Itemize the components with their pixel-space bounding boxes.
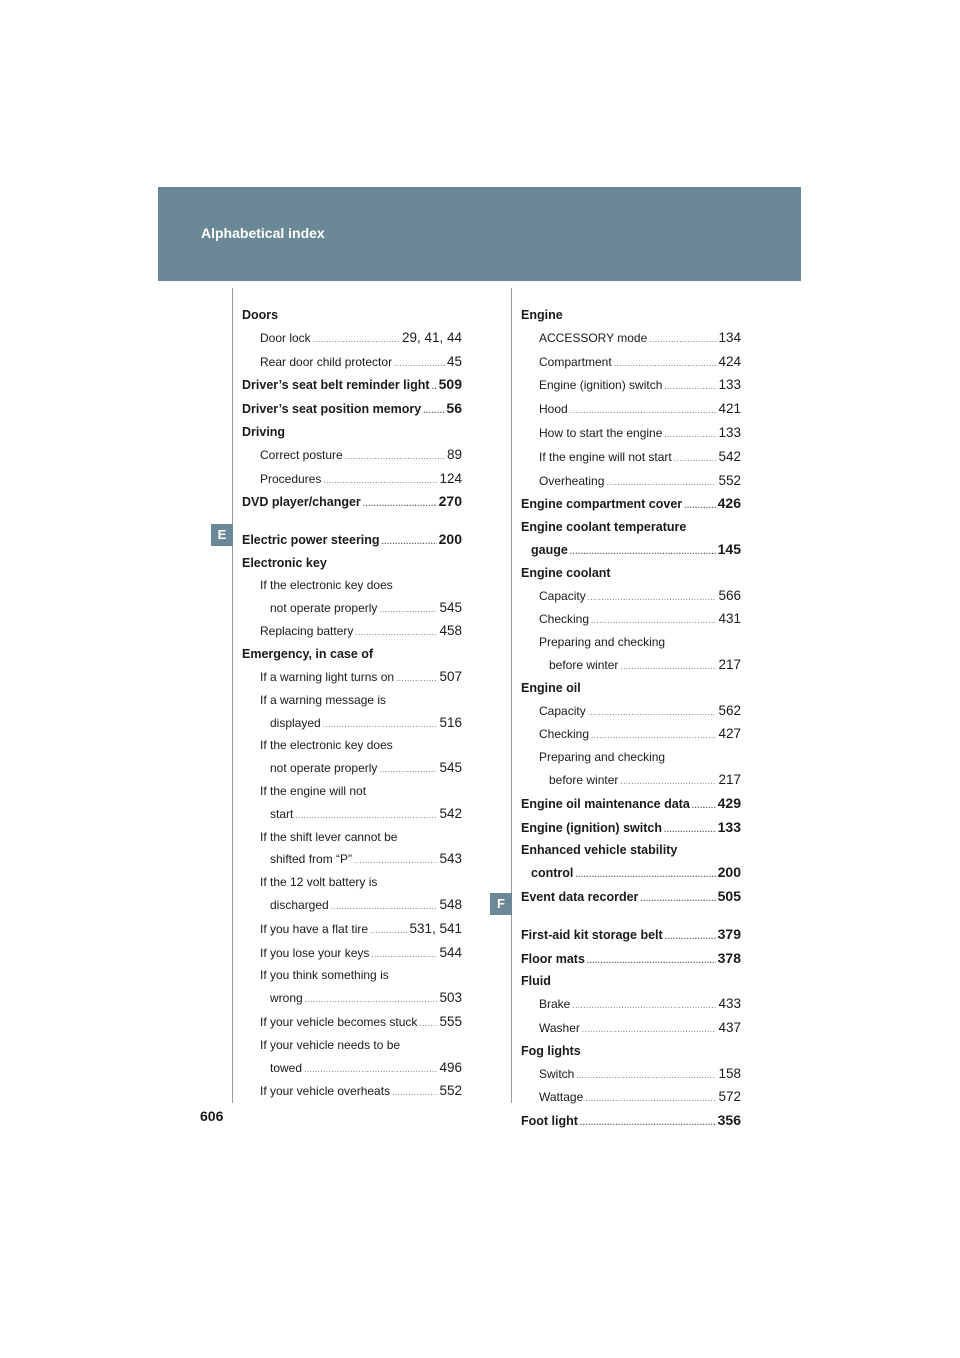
entry-label: not operate properly xyxy=(270,600,378,615)
entry-page-ref[interactable]: 133 xyxy=(718,424,741,440)
index-entry[interactable] xyxy=(242,894,462,918)
entry-page-ref[interactable]: 566 xyxy=(718,587,741,603)
entry-label: If the electronic key does xyxy=(260,577,393,592)
leader-dots xyxy=(396,668,437,690)
entry-label: Hood xyxy=(539,402,568,417)
column-divider-left xyxy=(232,288,233,1103)
entry-page-ref[interactable]: 431 xyxy=(718,611,741,627)
index-entry[interactable] xyxy=(242,327,462,351)
index-column-left xyxy=(242,305,462,1104)
entry-page-ref[interactable]: 56 xyxy=(446,400,462,417)
entry-page-ref[interactable]: 124 xyxy=(439,470,462,486)
entry-label: Correct posture xyxy=(260,447,343,462)
leader-dots xyxy=(305,989,438,1011)
index-entry[interactable] xyxy=(521,948,741,972)
entry-label: shifted from “P” xyxy=(270,852,353,867)
index-entry[interactable] xyxy=(242,666,462,690)
index-entry[interactable] xyxy=(242,803,462,827)
index-entry xyxy=(242,690,462,712)
entry-label: Checking xyxy=(539,727,590,742)
leader-dots xyxy=(585,1088,716,1110)
leader-dots xyxy=(371,944,437,966)
leader-dots xyxy=(370,920,407,942)
entry-label: Electric power steering xyxy=(242,533,380,548)
entry-label: If a warning light turns on xyxy=(260,669,395,684)
index-entry[interactable] xyxy=(521,654,741,678)
entry-label: If your vehicle becomes stuck xyxy=(260,1014,418,1029)
index-entry[interactable] xyxy=(521,398,741,422)
index-entry[interactable] xyxy=(521,493,741,517)
index-entry xyxy=(521,305,741,327)
entry-page-ref[interactable]: 270 xyxy=(438,493,462,510)
index-entry xyxy=(521,840,741,862)
entry-page-ref[interactable]: 572 xyxy=(718,1089,741,1105)
entry-page-ref[interactable]: 505 xyxy=(717,887,741,904)
entry-label: DVD player/changer xyxy=(242,495,361,510)
entry-page-ref[interactable]: 145 xyxy=(717,540,741,557)
entry-label: Engine compartment cover xyxy=(521,497,683,512)
leader-dots xyxy=(363,493,437,515)
entry-label: If you think something is xyxy=(260,968,389,983)
leader-dots xyxy=(355,622,437,644)
entry-label: Engine oil xyxy=(521,680,581,695)
entry-label: Compartment xyxy=(539,354,612,369)
index-entry[interactable] xyxy=(242,529,462,553)
index-entry[interactable] xyxy=(521,1063,741,1087)
entry-label: Event data recorder xyxy=(521,889,639,904)
index-entry[interactable] xyxy=(521,446,741,470)
entry-label: Switch xyxy=(539,1066,575,1081)
entry-page-ref[interactable]: 421 xyxy=(718,401,741,417)
entry-label: Door lock xyxy=(260,330,311,345)
entry-page-ref[interactable]: 45 xyxy=(446,353,462,369)
entry-label: If your vehicle overheats xyxy=(260,1084,391,1099)
entry-page-ref[interactable]: 545 xyxy=(439,599,462,615)
index-entry[interactable] xyxy=(521,585,741,609)
index-entry xyxy=(242,305,462,327)
entry-page-ref[interactable]: 544 xyxy=(439,944,462,960)
index-entry xyxy=(521,632,741,654)
index-entry[interactable] xyxy=(242,918,462,942)
index-entry xyxy=(521,747,741,769)
leader-dots xyxy=(394,353,445,375)
leader-dots xyxy=(379,599,437,621)
index-entry[interactable] xyxy=(521,1110,741,1134)
entry-page-ref[interactable]: 133 xyxy=(717,818,741,835)
leader-dots xyxy=(620,656,716,678)
leader-dots xyxy=(614,353,717,375)
entry-label: Fog lights xyxy=(521,1043,581,1058)
column-divider-right xyxy=(511,288,512,1103)
leader-dots xyxy=(570,541,716,563)
index-entry xyxy=(242,827,462,849)
entry-label: ACCESSORY mode xyxy=(539,330,648,345)
entry-page-ref[interactable]: 217 xyxy=(718,656,741,672)
leader-dots xyxy=(432,376,437,398)
entry-page-ref[interactable]: 496 xyxy=(439,1059,462,1075)
entry-page-ref[interactable]: 378 xyxy=(717,949,741,966)
leader-dots xyxy=(419,1013,437,1035)
index-entry[interactable] xyxy=(521,1086,741,1110)
section-gap xyxy=(521,910,741,924)
leader-dots xyxy=(304,1059,437,1081)
leader-dots xyxy=(674,448,717,470)
leader-dots xyxy=(323,470,437,492)
entry-label: not operate properly xyxy=(270,761,378,776)
entry-label: Washer xyxy=(539,1020,580,1035)
index-entry xyxy=(242,422,462,444)
leader-dots xyxy=(620,771,716,793)
entry-label: wrong xyxy=(270,991,303,1006)
entry-page-ref[interactable]: 503 xyxy=(439,990,462,1006)
index-entry xyxy=(242,553,462,575)
leader-dots xyxy=(582,1019,717,1041)
entry-label: Doors xyxy=(242,308,279,322)
entry-page-ref[interactable]: 424 xyxy=(718,353,741,369)
index-entry[interactable] xyxy=(242,468,462,492)
entry-label: control xyxy=(531,866,574,881)
index-entry xyxy=(242,872,462,894)
entry-label: If a warning message is xyxy=(260,692,387,707)
entry-label: displayed xyxy=(270,715,321,730)
index-entry xyxy=(521,971,741,993)
entry-label: towed xyxy=(270,1060,303,1075)
index-entry[interactable] xyxy=(242,712,462,736)
index-entry[interactable] xyxy=(521,817,741,841)
entry-label: First-aid kit storage belt xyxy=(521,927,663,942)
entry-page-ref[interactable]: 200 xyxy=(717,864,741,881)
leader-dots xyxy=(591,725,716,747)
entry-page-ref[interactable]: 433 xyxy=(718,996,741,1012)
entry-page-ref[interactable]: 458 xyxy=(439,623,462,639)
entry-page-ref[interactable]: 89 xyxy=(446,446,462,462)
page-number: 606 xyxy=(200,1108,224,1124)
leader-dots xyxy=(588,587,717,609)
leader-dots xyxy=(295,805,437,827)
leader-dots xyxy=(649,329,716,351)
entry-page-ref[interactable]: 429 xyxy=(717,794,741,811)
entry-label: If the engine will not start xyxy=(539,449,672,464)
entry-page-ref[interactable]: 548 xyxy=(439,896,462,912)
leader-dots xyxy=(587,950,716,972)
index-entry[interactable] xyxy=(521,374,741,398)
entry-page-ref[interactable]: 134 xyxy=(718,329,741,345)
entry-page-ref[interactable]: 217 xyxy=(718,771,741,787)
entry-label: Engine coolant xyxy=(521,565,611,580)
entry-label: Driver’s seat belt reminder light xyxy=(242,378,430,393)
entry-page-ref[interactable]: 29, 41, 44 xyxy=(401,329,462,345)
entry-label: Engine oil maintenance data xyxy=(521,796,690,811)
entry-page-ref[interactable]: 200 xyxy=(438,531,462,548)
index-entry xyxy=(242,644,462,666)
leader-dots xyxy=(588,702,717,724)
index-entry[interactable] xyxy=(242,1080,462,1104)
section-tab-f[interactable]: F xyxy=(490,893,512,915)
index-entry[interactable] xyxy=(521,723,741,747)
index-entry[interactable] xyxy=(521,608,741,632)
index-entry[interactable] xyxy=(242,757,462,781)
index-entry xyxy=(521,678,741,700)
entry-label: Engine coolant temperature xyxy=(521,520,687,535)
entry-page-ref[interactable]: 531, 541 xyxy=(409,920,462,936)
leader-dots xyxy=(684,495,715,517)
index-column-right xyxy=(521,305,741,1134)
index-entry[interactable] xyxy=(242,987,462,1011)
entry-label: Engine (ignition) switch xyxy=(539,378,663,393)
leader-dots xyxy=(580,1112,716,1134)
leader-dots xyxy=(392,1082,437,1104)
entry-label: Fluid xyxy=(521,974,551,989)
entry-label: Emergency, in case of xyxy=(242,647,374,662)
index-entry[interactable] xyxy=(242,620,462,644)
entry-label: Replacing battery xyxy=(260,624,354,639)
entry-label: before winter xyxy=(549,657,619,672)
entry-page-ref[interactable]: 437 xyxy=(718,1019,741,1035)
leader-dots xyxy=(572,995,716,1017)
entry-page-ref[interactable]: 555 xyxy=(439,1013,462,1029)
index-entry[interactable] xyxy=(242,491,462,515)
leader-dots xyxy=(664,819,716,841)
entry-label: Capacity xyxy=(539,588,586,603)
entry-label: If the engine will not xyxy=(260,783,367,798)
entry-page-ref[interactable]: 426 xyxy=(717,495,741,512)
entry-label: Checking xyxy=(539,612,590,627)
index-entry xyxy=(242,965,462,987)
index-entry[interactable] xyxy=(521,1017,741,1041)
leader-dots xyxy=(423,400,444,422)
entry-label: If the shift lever cannot be xyxy=(260,829,398,844)
index-entry[interactable] xyxy=(242,1057,462,1081)
section-gap xyxy=(242,515,462,529)
entry-label: Engine xyxy=(521,308,563,322)
entry-page-ref[interactable]: 543 xyxy=(439,851,462,867)
leader-dots xyxy=(313,329,400,351)
entry-label: If the 12 volt battery is xyxy=(260,875,378,890)
leader-dots xyxy=(640,888,715,910)
leader-dots xyxy=(323,714,438,736)
entry-page-ref[interactable]: 545 xyxy=(439,760,462,776)
index-entry xyxy=(242,781,462,803)
index-entry[interactable] xyxy=(521,924,741,948)
entry-page-ref[interactable]: 379 xyxy=(717,925,741,942)
entry-label: discharged xyxy=(270,897,329,912)
index-entry[interactable] xyxy=(242,398,462,422)
entry-page-ref[interactable]: 427 xyxy=(718,726,741,742)
entry-label: Electronic key xyxy=(242,555,327,570)
leader-dots xyxy=(664,376,716,398)
index-entry[interactable] xyxy=(242,351,462,375)
index-entry[interactable] xyxy=(521,700,741,724)
leader-dots xyxy=(606,472,716,494)
entry-page-ref[interactable]: 509 xyxy=(438,376,462,393)
index-entry xyxy=(242,575,462,597)
entry-page-ref[interactable]: 158 xyxy=(718,1065,741,1081)
entry-label: If you have a flat tire xyxy=(260,921,369,936)
leader-dots xyxy=(379,759,437,781)
leader-dots xyxy=(345,446,445,468)
entry-label: If you lose your keys xyxy=(260,945,370,960)
entry-label: Enhanced vehicle stability xyxy=(521,843,678,858)
leader-dots xyxy=(664,424,716,446)
index-entry[interactable] xyxy=(242,597,462,621)
index-entry[interactable] xyxy=(521,422,741,446)
entry-label: If your vehicle needs to be xyxy=(260,1037,401,1052)
index-entry[interactable] xyxy=(521,886,741,910)
entry-page-ref[interactable]: 542 xyxy=(718,448,741,464)
index-entry xyxy=(521,517,741,539)
entry-page-ref[interactable]: 507 xyxy=(439,668,462,684)
leader-dots xyxy=(692,795,716,817)
index-entry[interactable] xyxy=(242,1011,462,1035)
entry-page-ref[interactable]: 133 xyxy=(718,377,741,393)
index-entry[interactable] xyxy=(521,351,741,375)
index-entry[interactable] xyxy=(242,848,462,872)
entry-label: Driver’s seat position memory xyxy=(242,402,422,417)
index-entry xyxy=(242,1035,462,1057)
entry-label: Preparing and checking xyxy=(539,750,666,765)
entry-label: How to start the engine xyxy=(539,425,663,440)
index-entry[interactable] xyxy=(521,769,741,793)
leader-dots xyxy=(591,610,716,632)
leader-dots xyxy=(331,896,438,918)
index-entry[interactable] xyxy=(521,470,741,494)
entry-label: Foot light xyxy=(521,1114,578,1129)
index-entry xyxy=(521,563,741,585)
index-entry[interactable] xyxy=(521,862,741,886)
index-entry[interactable] xyxy=(242,942,462,966)
entry-label: Engine (ignition) switch xyxy=(521,820,662,835)
leader-dots xyxy=(575,864,715,886)
index-entry[interactable] xyxy=(521,993,741,1017)
entry-label: Preparing and checking xyxy=(539,635,666,650)
entry-label: before winter xyxy=(549,772,619,787)
entry-page-ref[interactable]: 516 xyxy=(439,714,462,730)
section-title: Alphabetical index xyxy=(201,225,325,241)
entry-page-ref[interactable]: 552 xyxy=(439,1083,462,1099)
leader-dots xyxy=(576,1065,716,1087)
entry-label: Rear door child protector xyxy=(260,354,393,369)
index-entry xyxy=(521,1041,741,1063)
entry-label: Wattage xyxy=(539,1090,584,1105)
entry-page-ref[interactable]: 356 xyxy=(717,1112,741,1129)
entry-label: Procedures xyxy=(260,471,322,486)
entry-page-ref[interactable]: 562 xyxy=(718,702,741,718)
header-bar xyxy=(158,187,801,281)
entry-label: Overheating xyxy=(539,473,605,488)
entry-label: Capacity xyxy=(539,703,586,718)
index-entry[interactable] xyxy=(521,539,741,563)
entry-label: gauge xyxy=(531,542,568,557)
entry-label: Driving xyxy=(242,424,286,439)
entry-page-ref[interactable]: 552 xyxy=(718,472,741,488)
entry-page-ref[interactable]: 542 xyxy=(439,805,462,821)
leader-dots xyxy=(665,926,716,948)
leader-dots xyxy=(570,400,717,422)
entry-label: start xyxy=(270,806,294,821)
section-tab-e[interactable]: E xyxy=(211,524,233,546)
leader-dots xyxy=(354,850,437,872)
index-entry[interactable] xyxy=(521,793,741,817)
leader-dots xyxy=(382,531,437,553)
index-entry[interactable] xyxy=(242,374,462,398)
entry-label: If the electronic key does xyxy=(260,738,393,753)
entry-label: Brake xyxy=(539,997,571,1012)
index-entry[interactable] xyxy=(242,444,462,468)
index-entry[interactable] xyxy=(521,327,741,351)
entry-label: Floor mats xyxy=(521,951,585,966)
index-entry xyxy=(242,735,462,757)
